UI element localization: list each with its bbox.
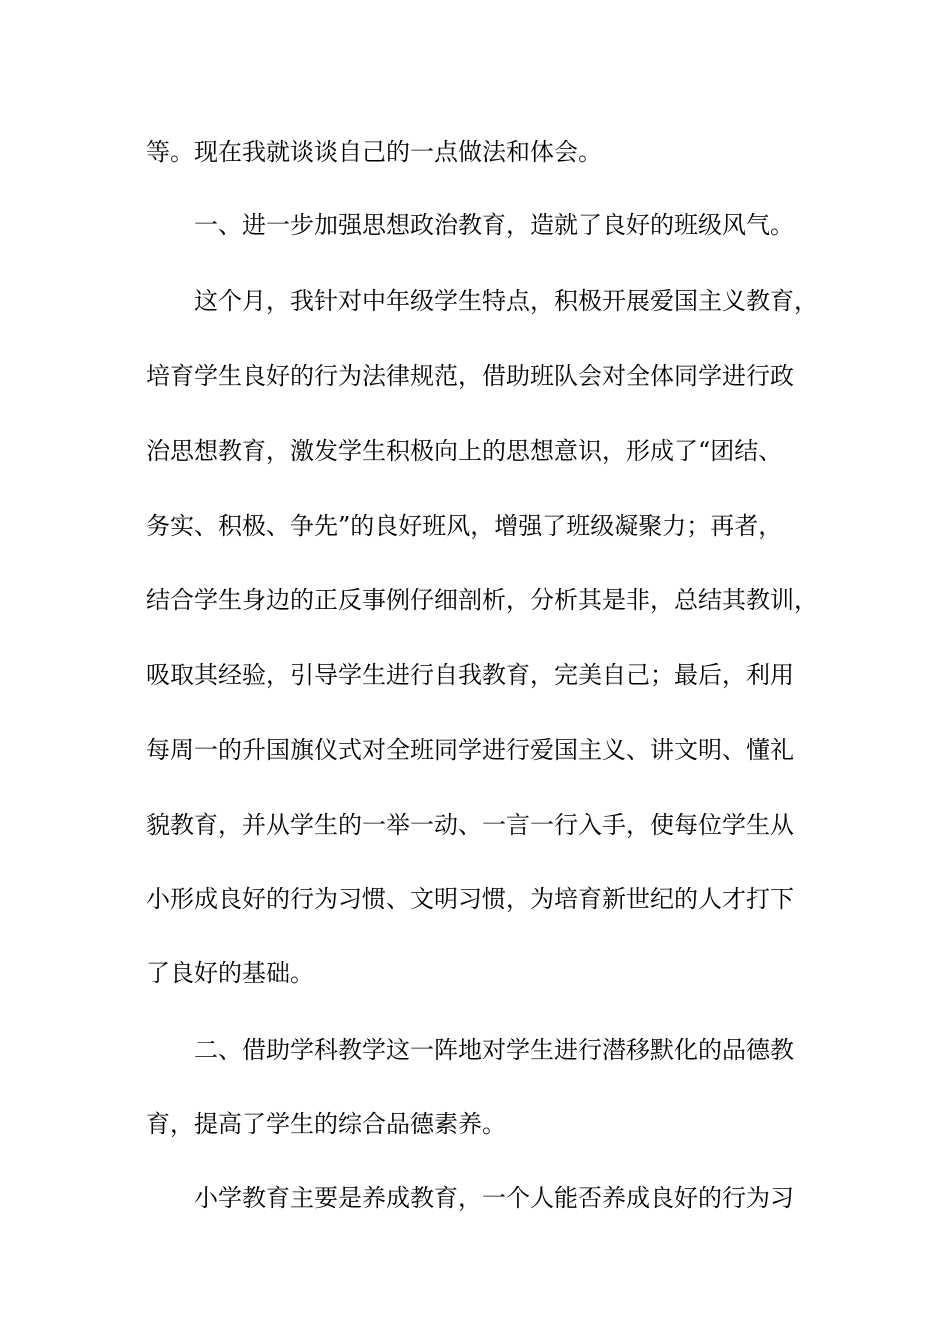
text-line: 每周一的升国旗仪式对全班同学进行爱国主义、讲文明、懂礼 xyxy=(146,736,794,764)
text-line: 貌教育，并从学生的一举一动、一言一行入手，使每位学生从 xyxy=(146,811,794,839)
section-heading-continued: 育，提高了学生的综合品德素养。 xyxy=(146,1110,506,1138)
text-line: 小形成良好的行为习惯、文明习惯，为培育新世纪的人才打下 xyxy=(146,885,794,913)
text-line: 结合学生身边的正反事例仔细剖析，分析其是非，总结其教训， xyxy=(146,586,818,614)
text-line: 治思想教育，激发学生积极向上的思想意识，形成了“团结、 xyxy=(146,437,783,465)
text-line: 等。现在我就谈谈自己的一点做法和体会。 xyxy=(146,138,602,166)
text-line: 了良好的基础。 xyxy=(146,959,314,987)
text-line: 吸取其经验，引导学生进行自我教育，完美自己；最后，利用 xyxy=(146,661,794,689)
text-line: 培育学生良好的行为法律规范，借助班队会对全体同学进行政 xyxy=(146,362,794,390)
text-line: 务实、积极、争先”的良好班风，增强了班级凝聚力；再者， xyxy=(146,512,783,540)
section-heading: 一、进一步加强思想政治教育，造就了良好的班级风气。 xyxy=(194,211,794,239)
text-line: 这个月，我针对中年级学生特点，积极开展爱国主义教育， xyxy=(194,287,818,315)
section-heading: 二、借助学科教学这一阵地对学生进行潜移默化的品德教 xyxy=(194,1036,794,1064)
text-line: 小学教育主要是养成教育，一个人能否养成良好的行为习 xyxy=(194,1184,794,1212)
